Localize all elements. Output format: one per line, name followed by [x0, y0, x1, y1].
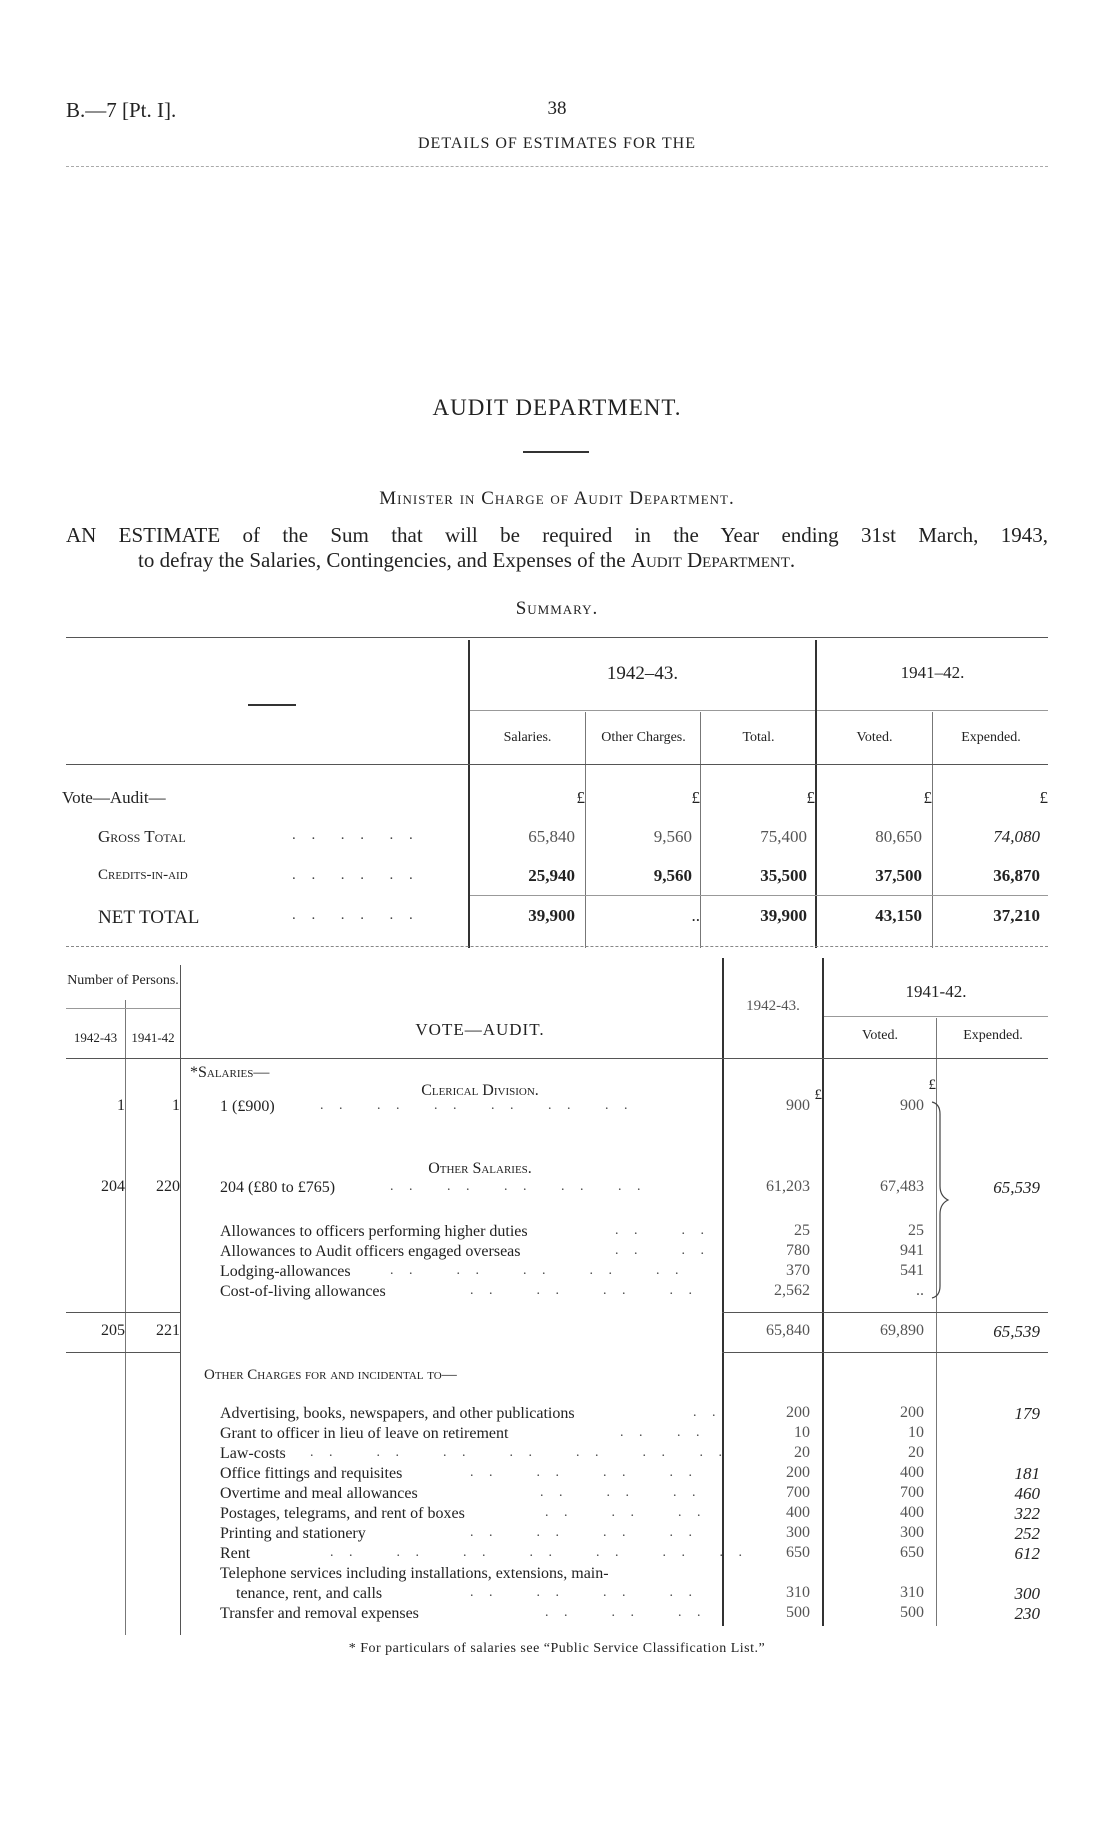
allowance-current: 780	[786, 1242, 810, 1259]
charge-label: Rent	[220, 1545, 251, 1562]
leader-dots: . . . . . . . .	[470, 1585, 698, 1600]
department-title: AUDIT DEPARTMENT.	[432, 395, 682, 420]
vote-col-voted: Voted.	[862, 1028, 898, 1043]
running-title: DETAILS OF ESTIMATES FOR THE	[418, 135, 696, 152]
allowance-voted: ..	[916, 1282, 924, 1299]
salaries-total-voted: 69,890	[880, 1322, 924, 1339]
clerical-label: 1 (£900)	[220, 1098, 275, 1115]
vote-col-current: 1942-43.	[746, 998, 800, 1014]
other-salaries-heading: Other Salaries.	[428, 1160, 532, 1177]
charge-expended: 300	[1014, 1584, 1040, 1603]
summary-vline-4	[700, 712, 701, 948]
salaries-brace	[930, 1100, 952, 1300]
vote-currency-current: £	[814, 1087, 822, 1103]
charge-expended: 179	[1014, 1404, 1040, 1423]
salaries-bracket-expended: 65,539	[993, 1178, 1040, 1197]
leader-dots: . . . . . . . . . .	[390, 1179, 647, 1194]
charge-voted: 700	[900, 1484, 924, 1501]
clerical-voted: 900	[900, 1097, 924, 1114]
salaries-total-current: 65,840	[766, 1322, 810, 1339]
charge-current: 200	[786, 1464, 810, 1481]
vote-header-bottom-rule	[66, 1058, 1048, 1059]
leader-dots: . . . .	[615, 1243, 710, 1258]
credits-voted: 37,500	[875, 866, 922, 885]
charge-label: Printing and stationery	[220, 1525, 366, 1542]
credits-salaries: 25,940	[528, 866, 575, 885]
charge-label: Telephone services including installations, extensions, main-	[220, 1565, 609, 1582]
net-total: 39,900	[760, 906, 807, 925]
charge-expended: 252	[1014, 1524, 1040, 1543]
leader-dots: . . . . . .	[292, 907, 419, 923]
stub-dash	[248, 704, 296, 706]
gross-other: 9,560	[653, 827, 692, 846]
title-rule	[523, 451, 589, 453]
leader-dots: . . . . . .	[292, 867, 419, 883]
charge-current: 400	[786, 1504, 810, 1521]
charge-voted: 650	[900, 1544, 924, 1561]
persons-header-rule	[66, 1008, 180, 1009]
currency-expended: £	[1039, 788, 1048, 807]
vote-title: VOTE—AUDIT.	[415, 1020, 545, 1039]
currency-salaries: £	[576, 788, 585, 807]
salaries-total-expended: 65,539	[993, 1322, 1040, 1341]
leader-dots: . . . . . . . . . .	[390, 1263, 685, 1278]
charge-label: Postages, telegrams, and rent of boxes	[220, 1505, 465, 1522]
leader-dots: . . . . . . . .	[470, 1525, 698, 1540]
credits-total: 35,500	[760, 866, 807, 885]
gross-expended: 74,080	[993, 827, 1040, 846]
charge-voted: 200	[900, 1404, 924, 1421]
salaries-total-bottom-rule	[722, 1352, 1048, 1353]
persons-year-current: 1942-43	[73, 1030, 118, 1045]
gross-voted: 80,650	[875, 827, 922, 846]
allowance-label: Allowances to officers performing higher duties	[220, 1223, 528, 1240]
summary-header-bottom-rule	[66, 764, 1048, 765]
estimate-line-2	[138, 548, 795, 573]
summary-header-current: 1942–43.	[606, 663, 679, 684]
estimate-line-2-dept: Audit Department.	[630, 548, 796, 572]
salaries-heading: *Salaries—	[190, 1064, 270, 1081]
document-reference: B.—7 [Pt. I].	[66, 98, 177, 122]
charge-current: 650	[786, 1544, 810, 1561]
gross-salaries: 65,840	[528, 827, 575, 846]
persons-total-bottom-rule	[66, 1352, 180, 1353]
currency-other: £	[691, 788, 700, 807]
vote-currency-voted: £	[928, 1077, 936, 1093]
summary-sub-rule-2	[817, 710, 1048, 711]
clerical-heading: Clerical Division.	[421, 1082, 539, 1099]
leader-dots: . . . . . .	[545, 1605, 707, 1620]
gross-total: 75,400	[760, 827, 807, 846]
charge-voted: 400	[900, 1504, 924, 1521]
leader-dots: . . . . . . . . . . . . . .	[310, 1445, 728, 1460]
header-rule	[66, 166, 1048, 167]
leader-dots: . . . . . . . . . . . .	[320, 1098, 634, 1113]
net-other: ..	[691, 906, 700, 925]
charge-voted: 500	[900, 1604, 924, 1621]
leader-dots: . . . . . .	[540, 1485, 702, 1500]
summary-col-voted: Voted.	[856, 730, 893, 745]
summary-top-rule	[66, 637, 1048, 638]
other-persons-current: 204	[101, 1178, 125, 1195]
summary-col-salaries: Salaries.	[503, 730, 552, 745]
charge-label: Grant to officer in lieu of leave on retirement	[220, 1425, 509, 1442]
leader-dots: . . . . . .	[545, 1505, 707, 1520]
allowance-label: Allowances to Audit officers engaged overseas	[220, 1243, 521, 1260]
charge-label: Office fittings and requisites	[220, 1465, 403, 1482]
charge-label: Advertising, books, newspapers, and other publications	[220, 1405, 575, 1422]
summary-col-other: Other Charges.	[601, 730, 686, 745]
persons-right-line	[180, 965, 181, 1635]
allowance-current: 2,562	[774, 1282, 810, 1299]
credits-other: 9,560	[653, 866, 692, 885]
charge-voted: 20	[908, 1444, 924, 1461]
estimate-line-1: AN ESTIMATE of the Sum that will be required in the Year ending 31st March, 1943,	[66, 523, 1048, 547]
summary-header-prev: 1941–42.	[900, 663, 965, 682]
persons-total-rule	[66, 1312, 180, 1313]
charge-label: Overtime and meal allowances	[220, 1485, 418, 1502]
net-salaries: 39,900	[528, 906, 575, 925]
leader-dots: . . . .	[620, 1425, 706, 1440]
allowance-label: Lodging-allowances	[220, 1263, 351, 1280]
total-persons-current: 205	[101, 1322, 125, 1339]
credits-in-aid-label: Credits-in-aid	[98, 867, 188, 883]
net-expended: 37,210	[993, 906, 1040, 925]
leader-dots: . . . . . .	[292, 827, 419, 843]
charge-expended: 181	[1014, 1464, 1040, 1483]
summary-label: Summary.	[515, 598, 599, 619]
charge-voted: 300	[900, 1524, 924, 1541]
charge-current: 200	[786, 1404, 810, 1421]
charge-label: Law-costs	[220, 1445, 286, 1462]
other-salaries-label: 204 (£80 to £765)	[220, 1179, 336, 1196]
page-number: 38	[547, 98, 567, 119]
charge-current: 20	[794, 1444, 810, 1461]
total-persons-prev: 221	[156, 1322, 180, 1339]
charge-current: 300	[786, 1524, 810, 1541]
charge-expended: 230	[1014, 1604, 1040, 1623]
gross-total-label: Gross Total	[98, 827, 186, 846]
summary-sub-rule-1	[470, 710, 815, 711]
leader-dots: . . . .	[615, 1223, 710, 1238]
clerical-persons-current: 1	[117, 1097, 125, 1114]
vote-sub-rule	[824, 1016, 1048, 1017]
allowance-current: 370	[786, 1262, 810, 1279]
clerical-persons-prev: 1	[172, 1097, 180, 1114]
allowance-voted: 541	[900, 1262, 924, 1279]
charge-expended: 612	[1014, 1544, 1040, 1563]
net-voted: 43,150	[875, 906, 922, 925]
vote-col-group-prev: 1941-42.	[905, 982, 967, 1001]
allowance-voted: 25	[908, 1222, 924, 1239]
currency-total: £	[806, 788, 815, 807]
credits-expended: 36,870	[993, 866, 1040, 885]
charge-voted: 310	[900, 1584, 924, 1601]
other-salaries-current: 61,203	[766, 1178, 810, 1195]
summary-col-total: Total.	[742, 730, 775, 745]
leader-dots: . . . . . . . . . . . . . .	[330, 1545, 748, 1560]
charge-label: Transfer and removal expenses	[220, 1605, 419, 1622]
net-total-label: NET TOTAL	[98, 907, 200, 928]
clerical-current: 900	[786, 1097, 810, 1114]
persons-header: Number of Persons.	[67, 973, 179, 988]
minister-line: Minister in Charge of Audit Department.	[379, 488, 735, 509]
charge-current: 700	[786, 1484, 810, 1501]
footnote: * For particulars of salaries see “Public Service Classification List.”	[348, 1641, 766, 1656]
leader-dots: . .	[693, 1405, 722, 1420]
other-persons-prev: 220	[156, 1178, 180, 1195]
charge-current: 500	[786, 1604, 810, 1621]
vote-audit-label: Vote—Audit—	[62, 788, 166, 807]
charge-voted: 400	[900, 1464, 924, 1481]
allowance-current: 25	[794, 1222, 810, 1239]
leader-dots: . . . . . . . .	[470, 1283, 698, 1298]
vote-col-expended: Expended.	[963, 1028, 1023, 1043]
allowance-voted: 941	[900, 1242, 924, 1259]
net-total-rule	[470, 895, 1048, 896]
leader-dots: . . . . . . . .	[470, 1465, 698, 1480]
charge-voted: 10	[908, 1424, 924, 1441]
persons-year-prev: 1941-42	[131, 1030, 175, 1045]
charge-expended: 322	[1014, 1504, 1040, 1523]
summary-bottom-rule	[66, 946, 1048, 947]
salaries-total-rule	[722, 1312, 1048, 1313]
other-salaries-voted: 67,483	[880, 1178, 924, 1195]
currency-voted: £	[923, 788, 932, 807]
charge-current: 310	[786, 1584, 810, 1601]
summary-vline-3	[585, 712, 586, 948]
estimate-line-2-text: to defray the Salaries, Contingencies, and Expenses of the	[138, 548, 626, 572]
charge-expended: 460	[1014, 1484, 1040, 1503]
persons-divider	[125, 1000, 126, 1635]
charge-label-continued: tenance, rent, and calls	[236, 1585, 383, 1602]
allowance-label: Cost-of-living allowances	[220, 1283, 386, 1300]
summary-col-expended: Expended.	[961, 730, 1021, 745]
charge-current: 10	[794, 1424, 810, 1441]
summary-vline-5	[932, 712, 933, 948]
other-charges-heading: Other Charges for and incidental to—	[204, 1367, 457, 1383]
